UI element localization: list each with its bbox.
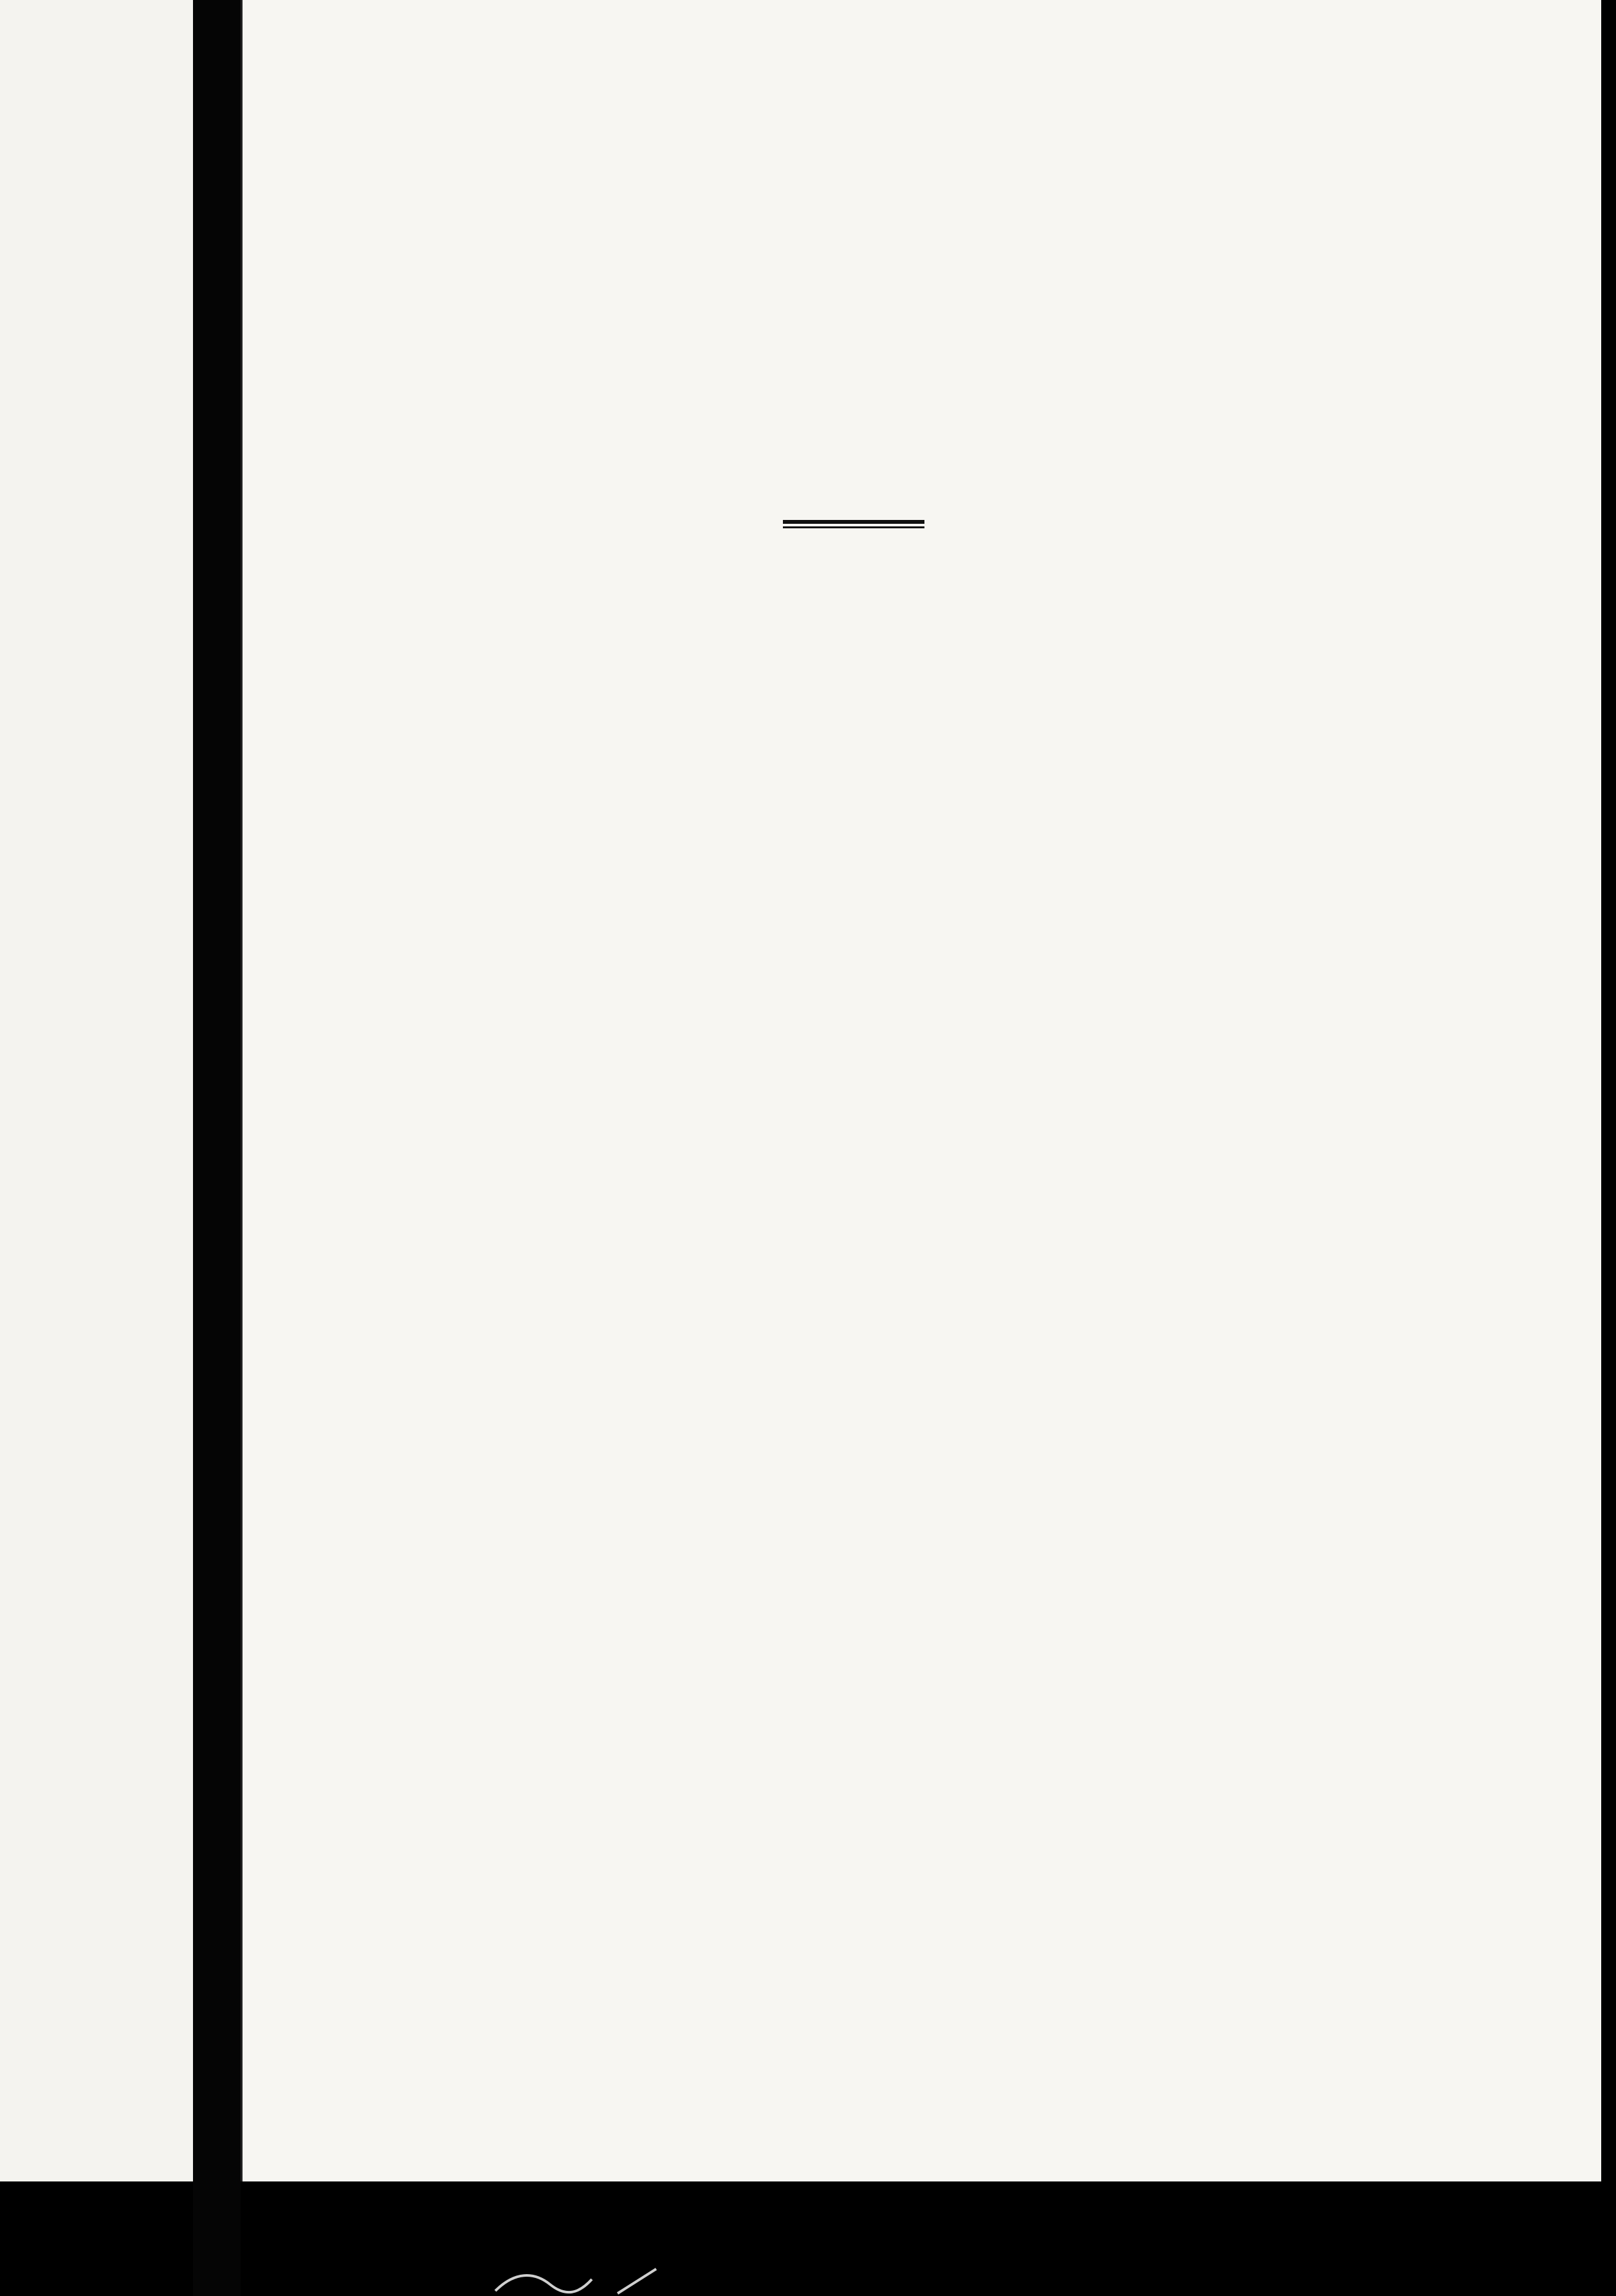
section-divider-rule-thin bbox=[783, 526, 924, 528]
page-gutter bbox=[193, 0, 241, 2296]
book-page bbox=[241, 0, 1601, 2181]
section-divider-rule bbox=[783, 520, 924, 524]
scanner-mark bbox=[489, 2265, 695, 2296]
facing-page-edge bbox=[0, 0, 193, 2181]
